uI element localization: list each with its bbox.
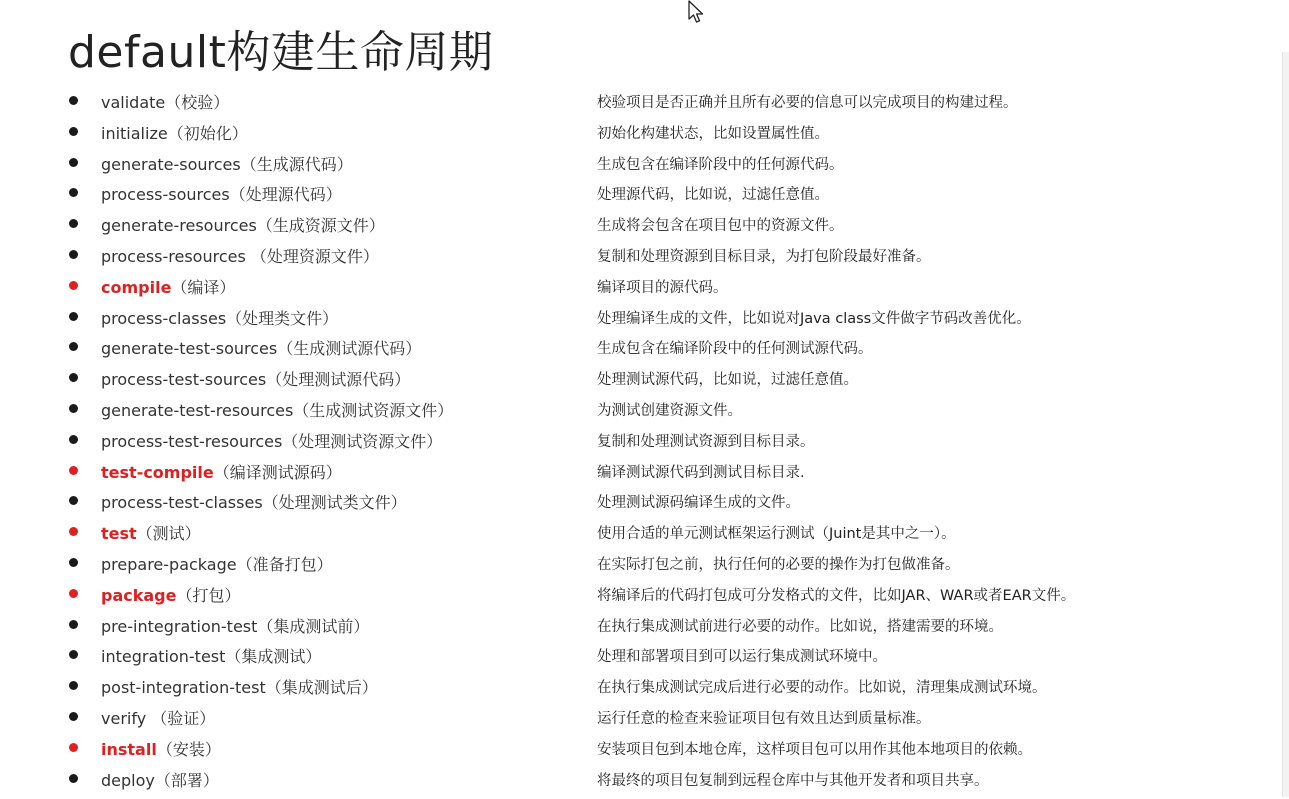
phase-chinese-name: （验证） — [146, 708, 216, 728]
phase-label — [101, 367, 410, 390]
phase-name: package — [101, 585, 177, 605]
phase-label — [101, 429, 442, 452]
phase-chinese-name: （集成测试前） — [257, 616, 370, 636]
phase-label — [101, 460, 342, 483]
phase-row-post-integration-test — [0, 670, 1289, 701]
phase-description: 处理编译生成的文件，比如说对Java class文件做字节码改善优化。 — [597, 310, 1031, 327]
bullet-icon — [69, 127, 78, 136]
bullet-icon — [69, 312, 78, 321]
phase-name: integration-test — [101, 647, 226, 667]
phase-chinese-name: （集成测试后） — [265, 678, 378, 698]
phase-row-deploy — [0, 763, 1289, 794]
bullet-icon — [69, 681, 78, 690]
phase-label — [101, 768, 219, 791]
phase-chinese-name: （打包） — [176, 585, 241, 605]
bullet-icon — [69, 158, 78, 167]
phase-row-pre-integration-test — [0, 609, 1289, 640]
phase-name: generate-test-resources — [101, 400, 294, 420]
phase-chinese-name: （处理源代码） — [229, 185, 342, 205]
phase-chinese-name: （生成源代码） — [240, 154, 353, 174]
phase-chinese-name: （部署） — [154, 770, 219, 790]
bullet-icon — [69, 774, 78, 783]
bullet-icon — [69, 527, 78, 536]
phase-row-prepare-package — [0, 547, 1289, 578]
phase-chinese-name: （生成资源文件） — [256, 216, 385, 236]
phase-label — [101, 90, 229, 113]
bullet-icon — [69, 281, 78, 290]
phase-chinese-name: （初始化） — [167, 123, 248, 143]
bullet-icon — [69, 650, 78, 659]
bullet-icon — [69, 342, 78, 351]
phase-description: 初始化构建状态，比如设置属性值。 — [597, 125, 829, 142]
phase-description: 生成包含在编译阶段中的任何测试源代码。 — [597, 341, 873, 358]
phase-chinese-name: （准备打包） — [236, 554, 333, 574]
phase-row-generate-test-sources — [0, 331, 1289, 362]
phase-name: pre-integration-test — [101, 616, 258, 636]
phase-label — [101, 213, 385, 236]
phase-chinese-name: （编译） — [171, 277, 236, 297]
phase-row-verify — [0, 701, 1289, 732]
phase-label — [101, 490, 407, 513]
phase-row-process-resources — [0, 239, 1289, 270]
phase-row-process-classes — [0, 301, 1289, 332]
phase-name: generate-resources — [101, 216, 257, 236]
phase-row-install — [0, 732, 1289, 763]
bullet-icon — [69, 466, 78, 475]
phase-name: generate-sources — [101, 154, 241, 174]
phase-description: 生成包含在编译阶段中的任何源代码。 — [597, 156, 844, 173]
phase-description: 为测试创建资源文件。 — [597, 402, 742, 419]
bullet-icon — [69, 620, 78, 629]
phase-description: 生成将会包含在项目包中的资源文件。 — [597, 218, 844, 235]
phase-label — [101, 675, 378, 698]
phase-description: 安装项目包到本地仓库，这样项目包可以用作其他本地项目的依赖。 — [597, 741, 1032, 758]
phase-label — [101, 275, 235, 298]
phase-row-generate-test-resources — [0, 393, 1289, 424]
lifecycle-phase-list — [0, 85, 1289, 793]
phase-description: 复制和处理测试资源到目标目录。 — [597, 433, 815, 450]
phase-chinese-name: （编译测试源码） — [213, 462, 342, 482]
phase-row-compile — [0, 270, 1289, 301]
phase-row-process-test-classes — [0, 485, 1289, 516]
phase-name: compile — [101, 277, 172, 297]
phase-description: 使用合适的单元测试框架运行测试（Juint是其中之一）。 — [597, 526, 956, 543]
phase-row-test — [0, 516, 1289, 547]
phase-chinese-name: （生成测试源代码） — [277, 339, 422, 359]
phase-label — [101, 398, 453, 421]
phase-label — [101, 737, 221, 760]
phase-chinese-name: （校验） — [165, 93, 230, 112]
phase-description: 在执行集成测试前进行必要的动作。比如说，搭建需要的环境。 — [597, 618, 1003, 635]
phase-name: validate — [101, 93, 166, 112]
phase-row-initialize — [0, 116, 1289, 147]
phase-label — [101, 706, 215, 729]
phase-label — [101, 521, 201, 544]
phase-description: 校验项目是否正确并且所有必要的信息可以完成项目的构建过程。 — [597, 95, 1018, 111]
phase-name: install — [101, 739, 157, 759]
page-title: default构建生命周期 — [68, 27, 494, 78]
phase-chinese-name: （集成测试） — [225, 647, 322, 667]
phase-row-validate — [0, 85, 1289, 116]
bullet-icon — [69, 250, 78, 259]
bullet-icon — [69, 558, 78, 567]
phase-chinese-name: （生成测试资源文件） — [293, 400, 454, 420]
phase-description: 编译测试源代码到测试目标目录. — [597, 464, 805, 481]
bullet-icon — [69, 496, 78, 505]
phase-label — [101, 121, 248, 144]
bullet-icon — [69, 219, 78, 228]
phase-chinese-name: （处理资源文件） — [245, 246, 379, 266]
phase-description: 处理源代码，比如说，过滤任意值。 — [597, 187, 829, 204]
phase-label — [101, 182, 342, 205]
phase-name: deploy — [101, 770, 155, 790]
bullet-icon — [69, 435, 78, 444]
phase-name: test — [101, 524, 137, 544]
phase-name: process-test-resources — [101, 431, 283, 451]
phase-name: initialize — [101, 123, 168, 143]
phase-name: post-integration-test — [101, 678, 266, 698]
phase-description: 运行任意的检查来验证项目包有效且达到质量标准。 — [597, 710, 931, 727]
phase-row-generate-resources — [0, 208, 1289, 239]
mouse-cursor-icon — [687, 0, 707, 26]
phase-name: process-classes — [101, 308, 227, 328]
phase-label — [101, 244, 379, 267]
phase-row-generate-sources — [0, 147, 1289, 178]
phase-label — [101, 152, 353, 175]
phase-row-test-compile — [0, 455, 1289, 486]
phase-description: 在实际打包之前，执行任何的必要的操作为打包做准备。 — [597, 556, 960, 573]
phase-label — [101, 336, 421, 359]
phase-chinese-name: （安装） — [156, 739, 221, 759]
bullet-icon — [69, 712, 78, 721]
phase-description: 处理和部署项目到可以运行集成测试环境中。 — [597, 649, 887, 666]
phase-name: verify — [101, 708, 147, 728]
phase-name: process-resources — [101, 246, 246, 266]
phase-name: process-test-sources — [101, 370, 267, 390]
phase-name: test-compile — [101, 462, 214, 482]
phase-description: 在执行集成测试完成后进行必要的动作。比如说，清理集成测试环境。 — [597, 680, 1047, 697]
phase-chinese-name: （处理测试资源文件） — [282, 431, 443, 451]
phase-row-package — [0, 578, 1289, 609]
bullet-icon — [69, 743, 78, 752]
scrollbar-track[interactable] — [1282, 52, 1289, 797]
phase-label — [101, 552, 333, 575]
phase-description: 复制和处理资源到目标目录，为打包阶段最好准备。 — [597, 248, 931, 265]
phase-name: process-test-classes — [101, 493, 263, 513]
bullet-icon — [69, 404, 78, 413]
bullet-icon — [69, 96, 78, 105]
phase-label — [101, 583, 241, 606]
bullet-icon — [69, 373, 78, 382]
phase-name: generate-test-sources — [101, 339, 278, 359]
bullet-icon — [69, 589, 78, 598]
phase-row-process-test-sources — [0, 362, 1289, 393]
phase-label — [101, 306, 338, 329]
phase-row-process-test-resources — [0, 424, 1289, 455]
phase-description: 将最终的项目包复制到远程仓库中与其他开发者和项目共享。 — [597, 772, 989, 789]
phase-name: process-sources — [101, 185, 230, 205]
bullet-icon — [69, 188, 78, 197]
phase-row-integration-test — [0, 639, 1289, 670]
phase-chinese-name: （处理类文件） — [226, 308, 339, 328]
phase-description: 将编译后的代码打包成可分发格式的文件，比如JAR、WAR或者EAR文件。 — [597, 587, 1076, 604]
phase-name: prepare-package — [101, 554, 237, 574]
phase-chinese-name: （测试） — [136, 524, 201, 544]
phase-description: 处理测试源代码，比如说，过滤任意值。 — [597, 372, 858, 389]
phase-description: 处理测试源码编译生成的文件。 — [597, 495, 800, 512]
phase-chinese-name: （处理测试类文件） — [262, 493, 407, 513]
phase-chinese-name: （处理测试源代码） — [266, 370, 411, 390]
phase-label — [101, 614, 369, 637]
phase-description: 编译项目的源代码。 — [597, 279, 728, 296]
phase-row-process-sources — [0, 177, 1289, 208]
phase-label — [101, 644, 321, 667]
